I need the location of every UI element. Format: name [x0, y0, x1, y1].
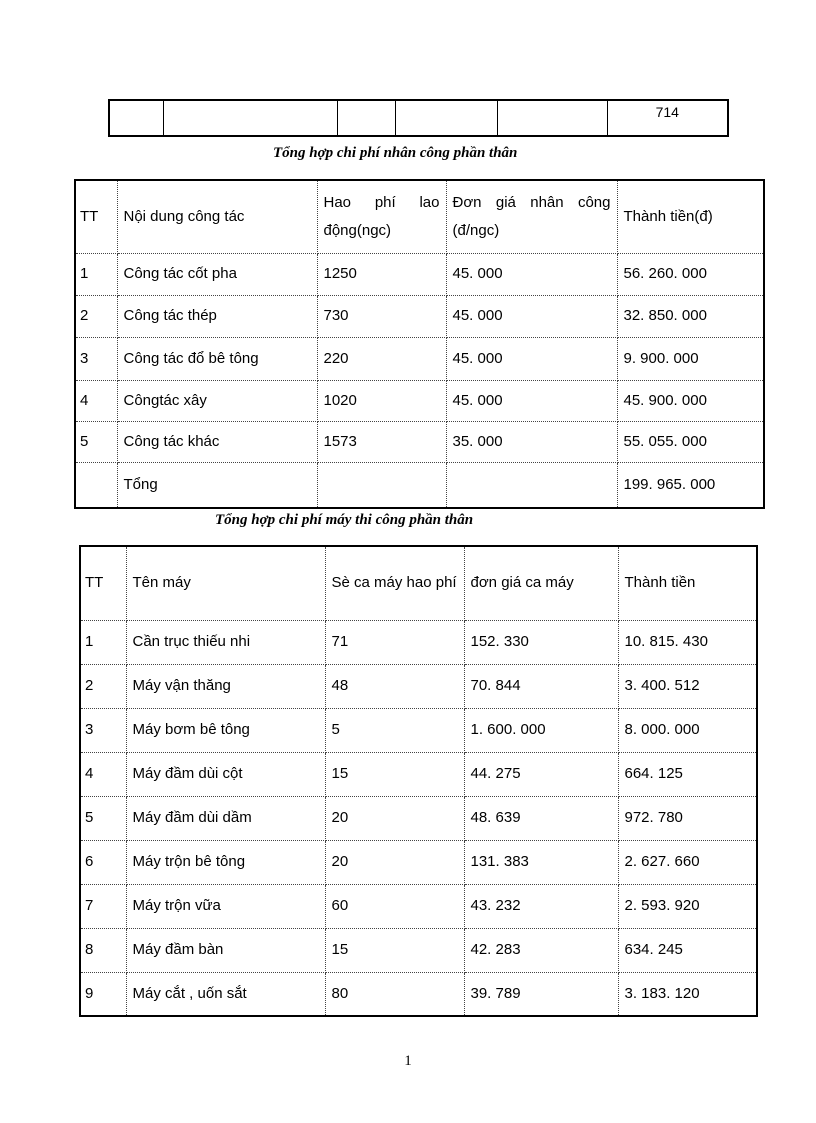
cell-amount: 10. 815. 430 — [618, 620, 757, 664]
cell-description: Máy vận thăng — [126, 664, 325, 708]
cell-tt: 7 — [80, 884, 126, 928]
cell-quantity: 20 — [325, 840, 464, 884]
cell-quantity: 5 — [325, 708, 464, 752]
table-row — [75, 421, 764, 462]
table-row — [80, 752, 757, 796]
table-header-row — [80, 546, 757, 620]
cell-amount: 634. 245 — [618, 928, 757, 972]
table-row — [80, 620, 757, 664]
table-row — [75, 295, 764, 337]
table-row — [75, 380, 764, 421]
cell-description: Cần trục thiếu nhi — [126, 620, 325, 664]
total-amount: 199. 965. 000 — [617, 462, 764, 508]
cell-amount: 2. 593. 920 — [618, 884, 757, 928]
cell-quantity: 48 — [325, 664, 464, 708]
cell-amount: 45. 900. 000 — [617, 380, 764, 421]
cell-unit-price: 39. 789 — [464, 972, 618, 1016]
cell-description: Máy bơm bê tông — [126, 708, 325, 752]
cell-description: Công tác khác — [117, 421, 317, 462]
header-hours: Hao phí lao động(ngc) — [317, 180, 446, 253]
cell-unit-price: 35. 000 — [446, 421, 617, 462]
cell-amount: 972. 780 — [618, 796, 757, 840]
header-content: Nội dung công tác — [117, 180, 317, 253]
cell-amount: 664. 125 — [618, 752, 757, 796]
cell-quantity: 60 — [325, 884, 464, 928]
cell-quantity: 220 — [317, 337, 446, 380]
cell-quantity: 71 — [325, 620, 464, 664]
header-unit-price: Đơn giá nhân công (đ/ngc) — [446, 180, 617, 253]
header-tt: TT — [75, 180, 117, 253]
table-cell — [395, 100, 497, 136]
cell-unit-price: 45. 000 — [446, 253, 617, 295]
cell-quantity: 1250 — [317, 253, 446, 295]
page-number: 1 — [404, 1053, 412, 1069]
total-label: Tổng — [117, 462, 317, 508]
cell-amount: 32. 850. 000 — [617, 295, 764, 337]
cell-amount: 8. 000. 000 — [618, 708, 757, 752]
cell-tt: 2 — [75, 295, 117, 337]
cell-quantity: 15 — [325, 928, 464, 972]
cell-description: Máy đầm dùi dầm — [126, 796, 325, 840]
cell-tt: 9 — [80, 972, 126, 1016]
table-header-row — [75, 180, 764, 253]
cell-quantity: 730 — [317, 295, 446, 337]
cell-unit-price: 45. 000 — [446, 295, 617, 337]
header-unit-price: đơn giá ca máy — [464, 546, 618, 620]
machine-cost-table — [79, 545, 758, 1017]
machine-cost-caption: Tổng hợp chi phí máy thi công phần thân — [215, 512, 474, 528]
header-shifts: Sè ca máy hao phí — [325, 546, 464, 620]
labor-cost-caption: Tổng hợp chi phí nhân công phần thân — [273, 145, 518, 161]
cell-unit-price: 152. 330 — [464, 620, 618, 664]
cell-description: Công tác thép — [117, 295, 317, 337]
cell-description: Máy trộn bê tông — [126, 840, 325, 884]
cell-tt: 8 — [80, 928, 126, 972]
table-row — [80, 972, 757, 1016]
cell-description: Máy đầm dùi cột — [126, 752, 325, 796]
cell-tt: 1 — [75, 253, 117, 295]
cell-quantity: 1573 — [317, 421, 446, 462]
cell-tt: 5 — [75, 421, 117, 462]
header-amount: Thành tiền(đ) — [617, 180, 764, 253]
table-row — [75, 337, 764, 380]
cell-unit-price: 44. 275 — [464, 752, 618, 796]
table-cell — [75, 462, 117, 508]
table-row — [80, 796, 757, 840]
header-tt: TT — [80, 546, 126, 620]
cell-amount: 56. 260. 000 — [617, 253, 764, 295]
cell-tt: 5 — [80, 796, 126, 840]
table-cell-value: 714 — [607, 100, 728, 136]
cell-description: Máy trộn vữa — [126, 884, 325, 928]
cell-unit-price: 70. 844 — [464, 664, 618, 708]
cell-amount: 2. 627. 660 — [618, 840, 757, 884]
total-row — [75, 462, 764, 508]
cell-unit-price: 43. 232 — [464, 884, 618, 928]
table-cell — [109, 100, 163, 136]
table-cell — [497, 100, 607, 136]
table-cell — [446, 462, 617, 508]
cell-quantity: 15 — [325, 752, 464, 796]
cell-tt: 4 — [75, 380, 117, 421]
cell-unit-price: 131. 383 — [464, 840, 618, 884]
table-cell — [163, 100, 337, 136]
cell-quantity: 20 — [325, 796, 464, 840]
cell-description: Côngtác xây — [117, 380, 317, 421]
cell-description: Công tác cốt pha — [117, 253, 317, 295]
cell-quantity: 80 — [325, 972, 464, 1016]
cell-description: Công tác đổ bê tông — [117, 337, 317, 380]
table-cell — [317, 462, 446, 508]
cell-unit-price: 42. 283 — [464, 928, 618, 972]
labor-cost-table — [74, 179, 765, 509]
table-row — [80, 840, 757, 884]
table-row — [75, 253, 764, 295]
cell-unit-price: 48. 639 — [464, 796, 618, 840]
table-row — [80, 884, 757, 928]
cell-tt: 4 — [80, 752, 126, 796]
cell-unit-price: 1. 600. 000 — [464, 708, 618, 752]
table-row — [109, 100, 728, 136]
cell-unit-price: 45. 000 — [446, 380, 617, 421]
cell-description: Máy đầm bàn — [126, 928, 325, 972]
header-amount: Thành tiền — [618, 546, 757, 620]
cell-tt: 3 — [80, 708, 126, 752]
cell-unit-price: 45. 000 — [446, 337, 617, 380]
table-row — [80, 928, 757, 972]
table-row — [80, 664, 757, 708]
cell-amount: 3. 183. 120 — [618, 972, 757, 1016]
cell-description: Máy cắt , uốn sắt — [126, 972, 325, 1016]
cell-tt: 6 — [80, 840, 126, 884]
cell-amount: 9. 900. 000 — [617, 337, 764, 380]
cell-tt: 1 — [80, 620, 126, 664]
table-cell — [337, 100, 395, 136]
header-name: Tên máy — [126, 546, 325, 620]
cell-quantity: 1020 — [317, 380, 446, 421]
cell-tt: 3 — [75, 337, 117, 380]
cell-amount: 55. 055. 000 — [617, 421, 764, 462]
previous-table-fragment — [108, 99, 729, 137]
cell-tt: 2 — [80, 664, 126, 708]
cell-amount: 3. 400. 512 — [618, 664, 757, 708]
table-row — [80, 708, 757, 752]
